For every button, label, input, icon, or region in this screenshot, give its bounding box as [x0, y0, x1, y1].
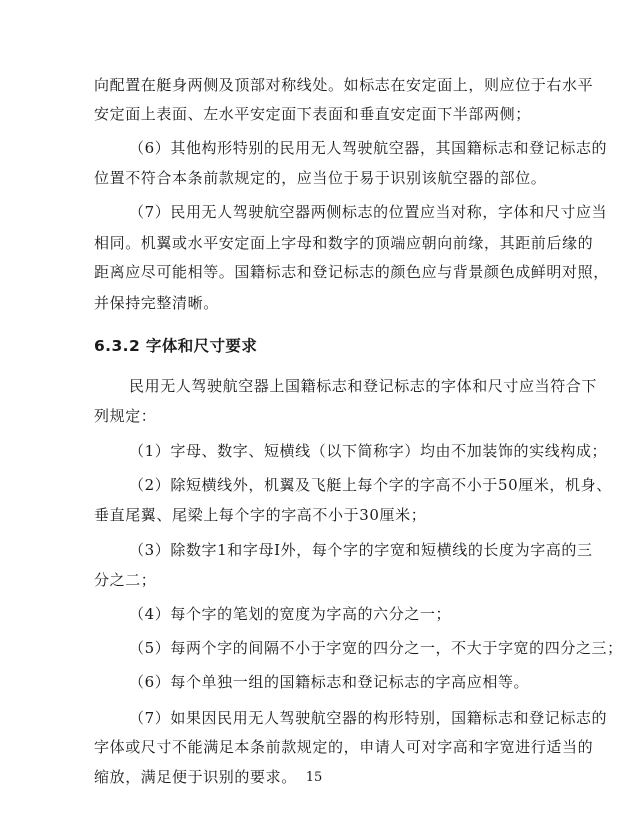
section-heading: 6.3.2 字体和尺寸要求 — [94, 337, 258, 355]
paragraph-line: （6）每个单独一组的国籍标志和登记标志的字高应相等。 — [129, 673, 530, 691]
paragraph-line: 垂直尾翼、尾梁上每个字的字高不小于30厘米； — [94, 506, 427, 524]
paragraph-line: 字体或尺寸不能满足本条前款规定的，申请人可对字高和字宽进行适当的 — [94, 738, 594, 756]
paragraph-line: （7）如果因民用无人驾驶航空器的构形特别，国籍标志和登记标志的 — [129, 709, 608, 727]
paragraph-line: （7）民用无人驾驶航空器两侧标志的位置应当对称，字体和尺寸应当 — [129, 203, 608, 221]
paragraph-line: 缩放，满足便于识别的要求。 — [94, 768, 297, 786]
paragraph-line: 位置不符合本条前款规定的，应当位于易于识别该航空器的部位。 — [94, 169, 547, 187]
paragraph-line: 安定面上表面、左水平安定面下表面和垂直安定面下半部两侧； — [94, 105, 531, 123]
paragraph-line: 列规定： — [94, 407, 157, 425]
paragraph-line: （5）每两个字的间隔不小于字宽的四分之一，不大于字宽的四分之三； — [129, 639, 623, 657]
paragraph-line: 距离应尽可能相等。国籍标志和登记标志的颜色应与背景颜色成鲜明对照， — [94, 263, 609, 281]
paragraph-line: （2）除短横线外，机翼及飞艇上每个字的字高不小于50厘米，机身、 — [129, 476, 612, 494]
paragraph-line: 向配置在艇身两侧及顶部对称线处。如标志在安定面上，则应位于右水平 — [94, 76, 594, 94]
paragraph-line: 并保持完整清晰。 — [94, 294, 219, 312]
paragraph-line: 民用无人驾驶航空器上国籍标志和登记标志的字体和尺寸应当符合下 — [129, 377, 598, 395]
paragraph-line: （4）每个字的笔划的宽度为字高的六分之一； — [129, 605, 452, 623]
paragraph-line: （3）除数字1和字母I外，每个字的字宽和短横线的长度为字高的三 — [129, 541, 593, 559]
paragraph-line: 分之二； — [94, 571, 157, 589]
paragraph-line: （6）其他构形特别的民用无人驾驶航空器，其国籍标志和登记标志的 — [129, 139, 608, 157]
page-number: 15 — [305, 770, 323, 785]
paragraph-line: 相同。机翼或水平安定面上字母和数字的顶端应朝向前缘，其距前后缘的 — [94, 234, 594, 252]
paragraph-line: （1）字母、数字、短横线（以下简称字）均由不加装饰的实线构成； — [129, 442, 608, 460]
